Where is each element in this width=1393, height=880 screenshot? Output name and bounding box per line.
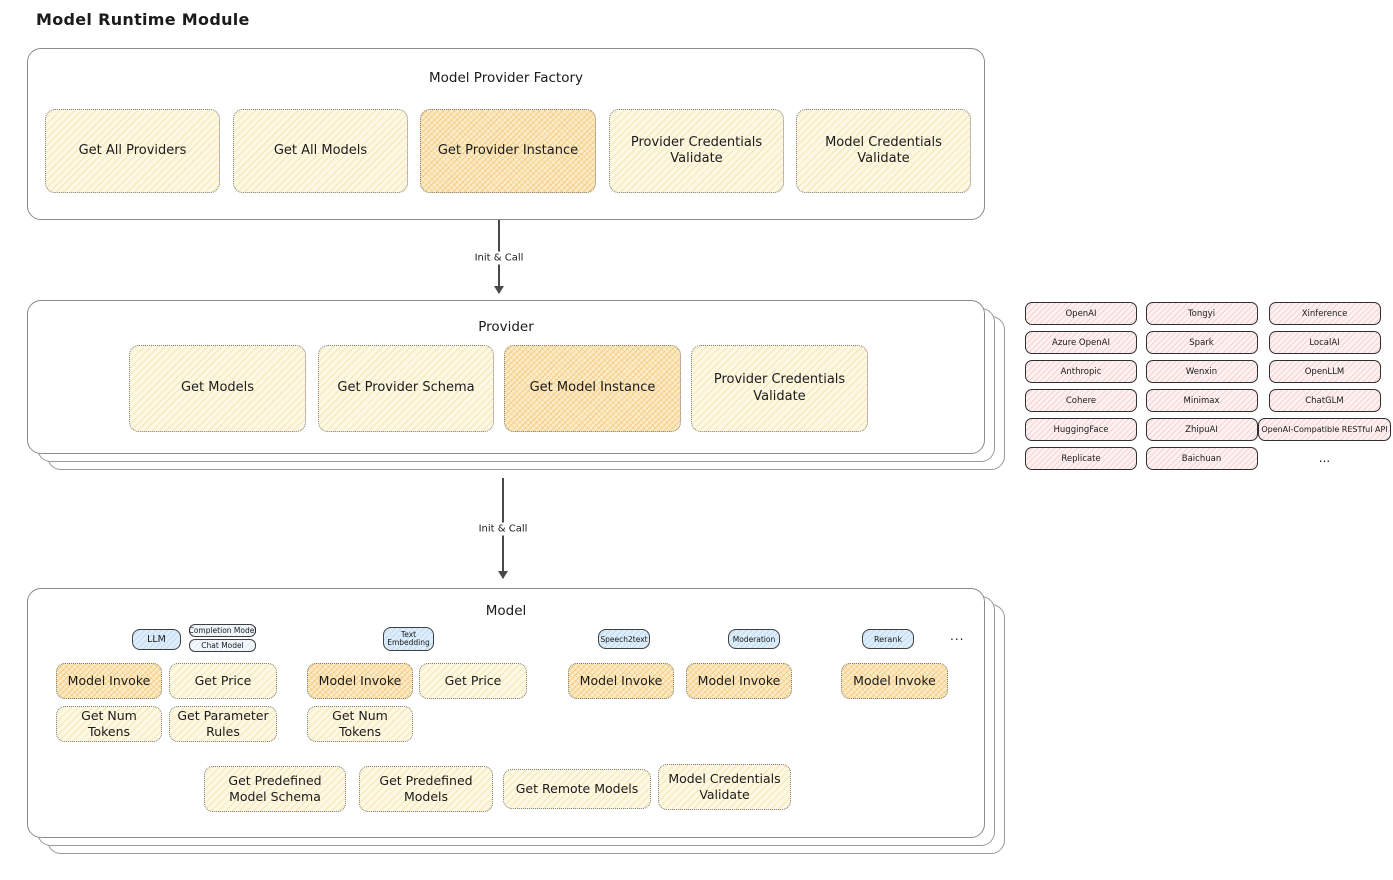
provider-grid-column-1 [1025,302,1137,470]
subtab-chat-model: Chat Model [189,639,256,652]
text-embedding-model-invoke-box: Model Invoke [307,663,413,699]
provider-get-model-instance-box: Get Model Instance [504,345,681,432]
rerank-model-invoke-box: Model Invoke [841,663,948,699]
provider-wenxin: Wenxin [1146,360,1258,383]
init-and-call-label-2: Init & Call [475,523,532,536]
page-title: Model Runtime Module [36,10,250,29]
provider-replicate: Replicate [1025,447,1137,470]
llm-get-price-box: Get Price [169,663,277,699]
tab-speech2text: Speech2text [598,629,650,649]
text-embedding-get-price-box: Get Price [419,663,527,699]
get-predefined-models-box: Get Predefined Models [359,766,493,812]
factory-get-all-models-box: Get All Models [233,109,408,193]
factory-to-provider-arrow [474,220,524,293]
subtab-completion-model: Completion Model [188,626,257,635]
get-predefined-model-schema-box: Get Predefined Model Schema [204,766,346,812]
provider-tongyi: Tongyi [1146,302,1258,325]
provider-grid-column-2 [1145,302,1258,470]
llm-get-parameter-rules-box: Get Parameter Rules [169,706,277,742]
provider-huggingface: HuggingFace [1025,418,1137,441]
provider-openai-compatible-restful-api: OpenAI-Compatible RESTful API [1258,418,1391,441]
tab-moderation: Moderation [728,629,780,649]
tab-llm: LLM [132,629,181,650]
provider-grid-ellipsis: ... [1318,451,1331,465]
moderation-model-invoke-box: Model Invoke [686,663,792,699]
model-tabs-ellipsis: ... [950,629,965,643]
provider-openai: OpenAI [1025,302,1137,325]
provider-baichuan: Baichuan [1146,447,1258,470]
provider-provider-credentials-validate-box: Provider Credentials Validate [691,345,868,432]
provider-anthropic: Anthropic [1025,360,1137,383]
provider-to-model-arrow [478,478,528,578]
tab-rerank: Rerank [862,629,914,649]
llm-model-invoke-box: Model Invoke [56,663,162,699]
provider-cohere: Cohere [1025,389,1137,412]
llm-get-num-tokens-box: Get Num Tokens [56,706,162,742]
model-panel [27,588,985,838]
provider-spark: Spark [1146,331,1258,354]
factory-provider-credentials-validate-box: Provider Credentials Validate [609,109,784,193]
arrow-head-icon [498,571,508,579]
provider-grid-column-3 [1258,302,1391,470]
factory-model-credentials-validate-box: Model Credentials Validate [796,109,971,193]
tab-text-embedding: Text Embedding [383,627,434,651]
provider-zhipuai: ZhipuAI [1146,418,1258,441]
model-panel-title: Model [485,603,527,619]
provider-xinference: Xinference [1269,302,1381,325]
init-and-call-label-1: Init & Call [471,252,528,265]
provider-panel [27,300,985,454]
provider-localai: LocalAI [1269,331,1381,354]
provider-get-provider-schema-box: Get Provider Schema [318,345,494,432]
arrow-head-icon [494,286,504,294]
get-remote-models-box: Get Remote Models [503,769,651,809]
provider-panel-title: Provider [478,319,534,335]
factory-panel [27,48,985,220]
factory-panel-title: Model Provider Factory [428,70,583,86]
provider-azure-openai: Azure OpenAI [1025,331,1137,354]
provider-chatglm: ChatGLM [1269,389,1381,412]
factory-get-provider-instance-box: Get Provider Instance [420,109,596,193]
provider-openllm: OpenLLM [1269,360,1381,383]
model-credentials-validate-box: Model Credentials Validate [658,764,791,810]
text-embedding-get-num-tokens-box: Get Num Tokens [307,706,413,742]
speech2text-model-invoke-box: Model Invoke [568,663,674,699]
provider-minimax: Minimax [1146,389,1258,412]
factory-get-all-providers-box: Get All Providers [45,109,220,193]
provider-get-models-box: Get Models [129,345,306,432]
